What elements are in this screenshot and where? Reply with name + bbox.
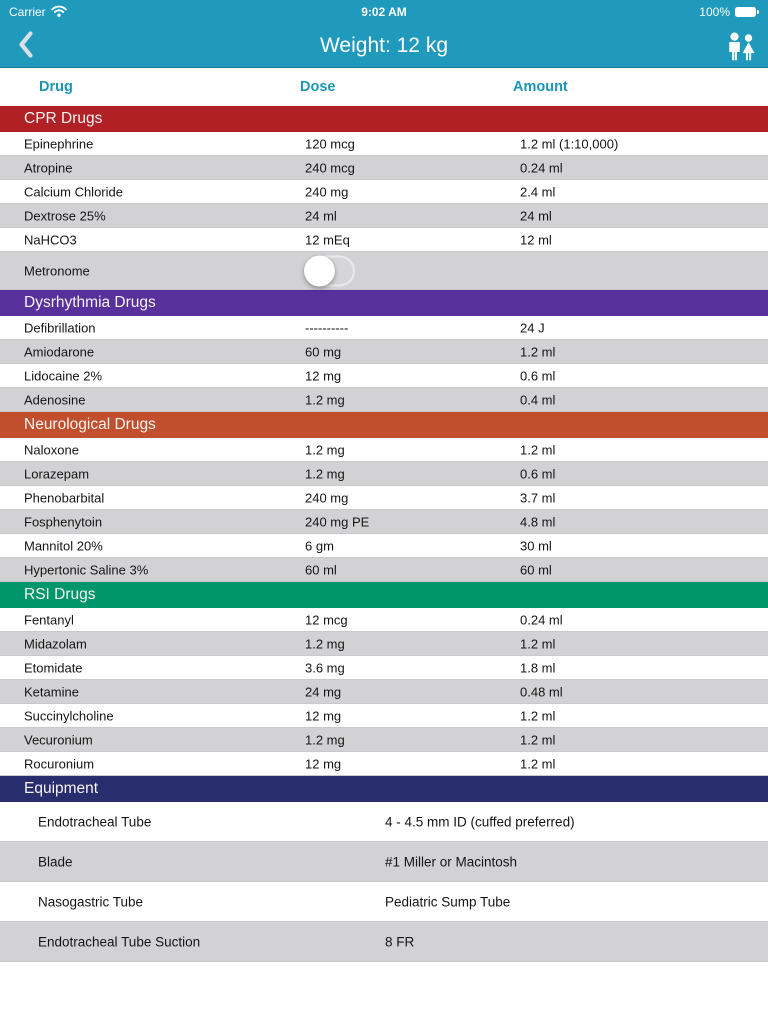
equipment-value: #1 Miller or Macintosh [385,854,518,869]
drug-name: Fosphenytoin [24,514,103,529]
amount-value: 1.2 ml [520,442,556,457]
equipment-name: Nasogastric Tube [38,894,144,909]
drug-name: Metronome [24,263,90,278]
dose-value: 12 mg [305,708,342,723]
drug-name: Adenosine [24,392,86,407]
amount-value: 1.2 ml [520,756,556,771]
dose-value: 240 mcg [305,160,355,175]
drug-name: Succinylcholine [24,708,114,723]
amount-value: 12 ml [520,232,552,247]
dose-value: 24 ml [305,208,337,223]
amount-value: 0.6 ml [520,466,556,481]
dose-value: 60 ml [305,562,337,577]
page-title: Weight: 12 kg [319,34,449,57]
amount-value: 1.8 ml [520,660,556,675]
drug-row [0,204,768,228]
drug-name: Fentanyl [24,612,74,627]
dose-value: 1.2 mg [305,442,345,457]
drug-row [0,486,768,510]
drug-name: Lorazepam [24,466,90,481]
drug-name: NaHCO3 [24,232,77,247]
drug-row [0,438,768,462]
drug-name: Atropine [24,160,73,175]
drug-name: Rocuronium [24,756,95,771]
clock: 9:02 AM [361,5,407,19]
amount-value: 0.24 ml [520,160,563,175]
section-title: Equipment [24,780,99,797]
drug-row [0,156,768,180]
drug-row [0,364,768,388]
status-bar [0,0,768,24]
amount-value: 0.48 ml [520,684,563,699]
equipment-value: 4 - 4.5 mm ID (cuffed preferred) [385,814,575,829]
dose-value: 1.2 mg [305,732,345,747]
amount-value: 1.2 ml [520,732,556,747]
toggle-knob [304,255,335,286]
drug-name: Calcium Chloride [24,184,123,199]
drug-name: Etomidate [24,660,83,675]
drug-row [0,752,768,776]
drug-name: Phenobarbital [24,490,105,505]
drug-row [0,680,768,704]
dose-value: 12 mg [305,756,342,771]
amount-value: 30 ml [520,538,552,553]
section-header [0,290,768,316]
dose-value: 12 mEq [305,232,350,247]
section-title: CPR Drugs [24,110,103,127]
drug-row [0,728,768,752]
drug-name: Mannitol 20% [24,538,103,553]
equipment-row [0,842,768,882]
drug-row [0,656,768,680]
equipment-row [0,922,768,962]
section-title: Dysrhythmia Drugs [24,294,156,311]
drug-name: Dextrose 25% [24,208,106,223]
amount-value: 24 ml [520,208,552,223]
section-header [0,776,768,802]
equipment-row [0,802,768,842]
drug-name: Epinephrine [24,136,94,151]
battery-percent: 100% [699,5,730,19]
drug-name: Hypertonic Saline 3% [24,562,149,577]
amount-value: 0.6 ml [520,368,556,383]
drug-row [0,510,768,534]
drug-name: Vecuronium [24,732,93,747]
column-header-amount: Amount [513,79,568,95]
dosing-table [0,106,768,962]
dose-value: 6 gm [305,538,334,553]
patients-button[interactable] [725,32,757,61]
carrier-label: Carrier [9,5,46,19]
drug-name: Defibrillation [24,320,96,335]
drug-row [0,180,768,204]
section-title: Neurological Drugs [24,416,156,433]
drug-name: Naloxone [24,442,79,457]
section-header [0,582,768,608]
drug-name: Ketamine [24,684,79,699]
battery-icon [735,7,759,17]
table-column-header [0,68,768,106]
amount-value: 0.4 ml [520,392,556,407]
people-icon [725,49,757,64]
drug-name: Lidocaine 2% [24,368,103,383]
dose-value: ---------- [305,320,349,335]
column-header-drug: Drug [39,79,73,95]
dose-value: 12 mg [305,368,342,383]
dose-value: 12 mcg [305,612,348,627]
dose-value: 1.2 mg [305,636,345,651]
dose-value: 1.2 mg [305,392,345,407]
drug-row [0,608,768,632]
drug-name: Amiodarone [24,344,95,359]
equipment-value: 8 FR [385,934,415,949]
equipment-name: Endotracheal Tube [38,814,152,829]
amount-value: 1.2 ml [520,344,556,359]
amount-value: 1.2 ml [520,708,556,723]
drug-row [0,558,768,582]
drug-row [0,534,768,558]
drug-name: Midazolam [24,636,87,651]
equipment-name: Blade [38,854,73,869]
nav-bar [0,24,768,68]
dose-value: 3.6 mg [305,660,345,675]
drug-row [0,340,768,364]
drug-row [0,704,768,728]
drug-row [0,316,768,340]
drug-row [0,228,768,252]
drug-row [0,462,768,486]
dose-value: 240 mg PE [305,514,370,529]
section-header [0,106,768,132]
equipment-name: Endotracheal Tube Suction [38,934,201,949]
section-header [0,412,768,438]
dose-value: 120 mcg [305,136,355,151]
amount-value: 24 J [520,320,545,335]
dose-value: 240 mg [305,184,349,199]
equipment-row [0,882,768,922]
amount-value: 1.2 ml [520,636,556,651]
drug-row [0,388,768,412]
column-header-dose: Dose [300,79,336,95]
section-title: RSI Drugs [24,586,96,603]
amount-value: 2.4 ml [520,184,556,199]
metronome-toggle[interactable] [304,255,355,286]
equipment-value: Pediatric Sump Tube [385,894,511,909]
amount-value: 60 ml [520,562,552,577]
dose-value: 1.2 mg [305,466,345,481]
drug-row [0,632,768,656]
wifi-icon [51,5,67,20]
amount-value: 1.2 ml (1:10,000) [520,136,619,151]
dose-value: 240 mg [305,490,349,505]
drug-row [0,132,768,156]
amount-value: 4.8 ml [520,514,556,529]
amount-value: 0.24 ml [520,612,563,627]
dose-value: 60 mg [305,344,342,359]
drug-row [0,252,768,290]
amount-value: 3.7 ml [520,490,556,505]
dose-value: 24 mg [305,684,342,699]
